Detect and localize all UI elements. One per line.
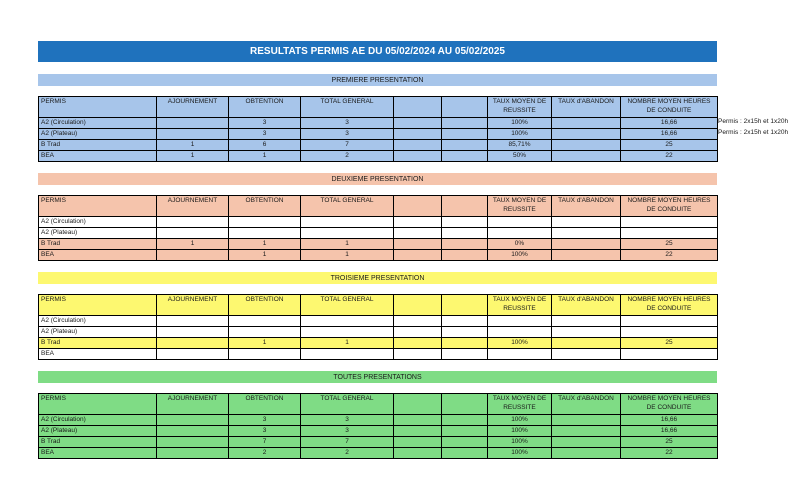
obtention-cell: 1 [229, 250, 301, 261]
permis-cell: A2 (Circulation) [39, 316, 157, 327]
total-cell: 1 [301, 239, 394, 250]
column-header: NOMBRE MOYEN HEURES DE CONDUITE [621, 97, 718, 118]
total-cell: 3 [301, 118, 394, 129]
obtention-cell [229, 349, 301, 360]
empty-cell [394, 118, 442, 129]
table-row [39, 349, 718, 360]
column-header [394, 196, 442, 217]
taux-cell [488, 228, 552, 239]
table-row [39, 228, 718, 239]
obtention-cell: 3 [229, 415, 301, 426]
column-header: TAUX MOYEN DE REUSSITE [488, 97, 552, 118]
heures-cell [621, 327, 718, 338]
note-a2-plateau: Permis : 2x15h et 1x20h [718, 129, 789, 136]
table-row [39, 250, 718, 261]
taux-cell: 100% [488, 338, 552, 349]
obtention-cell: 7 [229, 437, 301, 448]
results-table [38, 294, 718, 360]
table-header-row [39, 394, 718, 415]
obtention-cell: 6 [229, 140, 301, 151]
total-cell [301, 316, 394, 327]
permis-cell: A2 (Circulation) [39, 415, 157, 426]
total-cell [301, 349, 394, 360]
total-cell: 3 [301, 426, 394, 437]
total-cell: 1 [301, 250, 394, 261]
abandon-cell [552, 338, 621, 349]
taux-cell: 100% [488, 129, 552, 140]
ajournement-cell [157, 118, 229, 129]
column-header [442, 394, 488, 415]
permis-cell: A2 (Plateau) [39, 426, 157, 437]
total-cell: 2 [301, 151, 394, 162]
heures-cell [621, 217, 718, 228]
abandon-cell [552, 327, 621, 338]
section-troisieme [38, 272, 717, 357]
total-cell [301, 228, 394, 239]
column-header: NOMBRE MOYEN HEURES DE CONDUITE [621, 196, 718, 217]
empty-cell [442, 129, 488, 140]
empty-cell [394, 151, 442, 162]
table-header-row [39, 97, 718, 118]
taux-cell: 100% [488, 426, 552, 437]
taux-cell [488, 327, 552, 338]
obtention-cell [229, 327, 301, 338]
ajournement-cell [157, 250, 229, 261]
column-header: PERMIS [39, 97, 157, 118]
ajournement-cell [157, 228, 229, 239]
ajournement-cell [157, 437, 229, 448]
abandon-cell [552, 118, 621, 129]
section-premiere [38, 74, 717, 159]
empty-cell [442, 228, 488, 239]
abandon-cell [552, 217, 621, 228]
column-header: OBTENTION [229, 394, 301, 415]
taux-cell: 100% [488, 250, 552, 261]
taux-cell: 100% [488, 437, 552, 448]
taux-cell [488, 349, 552, 360]
page-title: RESULTATS PERMIS AE DU 05/02/2024 AU 05/02/2025 [38, 41, 717, 62]
heures-cell: 16,66 [621, 129, 718, 140]
section-header: DEUXIEME PRESENTATION [38, 173, 717, 185]
abandon-cell [552, 349, 621, 360]
permis-cell: B Trad [39, 239, 157, 250]
permis-cell: B Trad [39, 338, 157, 349]
empty-cell [394, 426, 442, 437]
section-toutes [38, 371, 717, 456]
section-header: PREMIERE PRESENTATION [38, 74, 717, 86]
empty-cell [442, 239, 488, 250]
column-header [394, 295, 442, 316]
ajournement-cell: 1 [157, 140, 229, 151]
column-header: AJOURNEMENT [157, 97, 229, 118]
ajournement-cell [157, 426, 229, 437]
heures-cell: 16,66 [621, 426, 718, 437]
table-header-row [39, 295, 718, 316]
heures-cell: 16,66 [621, 118, 718, 129]
ajournement-cell: 1 [157, 151, 229, 162]
table-row [39, 118, 718, 129]
obtention-cell: 3 [229, 118, 301, 129]
obtention-cell: 1 [229, 239, 301, 250]
ajournement-cell [157, 129, 229, 140]
section-header: TOUTES PRESENTATIONS [38, 371, 717, 383]
column-header: TOTAL GENERAL [301, 295, 394, 316]
ajournement-cell [157, 349, 229, 360]
column-header [442, 196, 488, 217]
taux-cell: 0% [488, 239, 552, 250]
total-cell: 7 [301, 437, 394, 448]
abandon-cell [552, 228, 621, 239]
abandon-cell [552, 426, 621, 437]
permis-cell: B Trad [39, 140, 157, 151]
heures-cell: 16,66 [621, 415, 718, 426]
heures-cell: 25 [621, 239, 718, 250]
taux-cell: 100% [488, 118, 552, 129]
permis-cell: BEA [39, 151, 157, 162]
empty-cell [394, 129, 442, 140]
ajournement-cell [157, 217, 229, 228]
empty-cell [442, 327, 488, 338]
column-header: NOMBRE MOYEN HEURES DE CONDUITE [621, 394, 718, 415]
empty-cell [394, 228, 442, 239]
empty-cell [442, 151, 488, 162]
table-row [39, 437, 718, 448]
obtention-cell [229, 228, 301, 239]
results-table [38, 393, 718, 459]
ajournement-cell [157, 448, 229, 459]
heures-cell: 22 [621, 448, 718, 459]
table-row [39, 316, 718, 327]
table-row [39, 415, 718, 426]
empty-cell [394, 239, 442, 250]
total-cell [301, 217, 394, 228]
table-row [39, 239, 718, 250]
table-row [39, 151, 718, 162]
empty-cell [442, 316, 488, 327]
ajournement-cell: 1 [157, 239, 229, 250]
heures-cell: 25 [621, 437, 718, 448]
heures-cell: 22 [621, 250, 718, 261]
permis-cell: A2 (Plateau) [39, 129, 157, 140]
empty-cell [394, 316, 442, 327]
permis-cell: BEA [39, 448, 157, 459]
column-header: TAUX d'ABANDON [552, 394, 621, 415]
abandon-cell [552, 415, 621, 426]
note-a2-circulation: Permis : 2x15h et 1x20h [718, 118, 789, 125]
empty-cell [394, 437, 442, 448]
total-cell: 7 [301, 140, 394, 151]
empty-cell [394, 448, 442, 459]
empty-cell [442, 426, 488, 437]
total-cell: 1 [301, 338, 394, 349]
ajournement-cell [157, 316, 229, 327]
section-deuxieme [38, 173, 717, 258]
taux-cell: 85,71% [488, 140, 552, 151]
empty-cell [442, 448, 488, 459]
column-header: TOTAL GENERAL [301, 394, 394, 415]
column-header [442, 295, 488, 316]
column-header: TAUX MOYEN DE REUSSITE [488, 394, 552, 415]
empty-cell [442, 338, 488, 349]
total-cell: 3 [301, 129, 394, 140]
permis-cell: A2 (Plateau) [39, 327, 157, 338]
column-header: OBTENTION [229, 97, 301, 118]
column-header: PERMIS [39, 295, 157, 316]
total-cell: 2 [301, 448, 394, 459]
column-header: OBTENTION [229, 295, 301, 316]
column-header: TAUX MOYEN DE REUSSITE [488, 295, 552, 316]
permis-cell: A2 (Plateau) [39, 228, 157, 239]
permis-cell: BEA [39, 250, 157, 261]
abandon-cell [552, 129, 621, 140]
results-table [38, 96, 718, 162]
taux-cell: 50% [488, 151, 552, 162]
obtention-cell: 1 [229, 151, 301, 162]
obtention-cell: 2 [229, 448, 301, 459]
empty-cell [394, 140, 442, 151]
abandon-cell [552, 316, 621, 327]
column-header: TOTAL GENERAL [301, 196, 394, 217]
column-header: TOTAL GENERAL [301, 97, 394, 118]
heures-cell [621, 349, 718, 360]
obtention-cell [229, 217, 301, 228]
empty-cell [442, 217, 488, 228]
column-header [394, 394, 442, 415]
column-header: AJOURNEMENT [157, 295, 229, 316]
column-header: OBTENTION [229, 196, 301, 217]
taux-cell [488, 316, 552, 327]
results-table [38, 195, 718, 261]
empty-cell [394, 338, 442, 349]
column-header: TAUX MOYEN DE REUSSITE [488, 196, 552, 217]
table-row [39, 338, 718, 349]
empty-cell [442, 140, 488, 151]
column-header [394, 97, 442, 118]
ajournement-cell [157, 415, 229, 426]
table-row [39, 140, 718, 151]
obtention-cell [229, 316, 301, 327]
empty-cell [394, 327, 442, 338]
abandon-cell [552, 140, 621, 151]
empty-cell [442, 415, 488, 426]
table-row [39, 217, 718, 228]
obtention-cell: 3 [229, 129, 301, 140]
column-header: AJOURNEMENT [157, 394, 229, 415]
taux-cell: 100% [488, 415, 552, 426]
permis-cell: A2 (Circulation) [39, 217, 157, 228]
heures-cell [621, 316, 718, 327]
column-header [442, 97, 488, 118]
empty-cell [442, 349, 488, 360]
ajournement-cell [157, 327, 229, 338]
empty-cell [394, 250, 442, 261]
abandon-cell [552, 250, 621, 261]
heures-cell: 25 [621, 140, 718, 151]
table-row [39, 426, 718, 437]
taux-cell: 100% [488, 448, 552, 459]
empty-cell [442, 118, 488, 129]
column-header: NOMBRE MOYEN HEURES DE CONDUITE [621, 295, 718, 316]
column-header: AJOURNEMENT [157, 196, 229, 217]
empty-cell [394, 349, 442, 360]
empty-cell [394, 217, 442, 228]
table-row [39, 129, 718, 140]
abandon-cell [552, 448, 621, 459]
empty-cell [394, 415, 442, 426]
total-cell: 3 [301, 415, 394, 426]
total-cell [301, 327, 394, 338]
column-header: PERMIS [39, 196, 157, 217]
heures-cell: 25 [621, 338, 718, 349]
empty-cell [442, 437, 488, 448]
permis-cell: A2 (Circulation) [39, 118, 157, 129]
column-header: TAUX d'ABANDON [552, 196, 621, 217]
table-row [39, 448, 718, 459]
abandon-cell [552, 437, 621, 448]
abandon-cell [552, 239, 621, 250]
ajournement-cell [157, 338, 229, 349]
obtention-cell: 1 [229, 338, 301, 349]
column-header: TAUX d'ABANDON [552, 295, 621, 316]
heures-cell: 22 [621, 151, 718, 162]
obtention-cell: 3 [229, 426, 301, 437]
column-header: TAUX d'ABANDON [552, 97, 621, 118]
taux-cell [488, 217, 552, 228]
section-header: TROISIEME PRESENTATION [38, 272, 717, 284]
table-row [39, 327, 718, 338]
permis-cell: BEA [39, 349, 157, 360]
permis-cell: B Trad [39, 437, 157, 448]
table-header-row [39, 196, 718, 217]
heures-cell [621, 228, 718, 239]
column-header: PERMIS [39, 394, 157, 415]
abandon-cell [552, 151, 621, 162]
empty-cell [442, 250, 488, 261]
